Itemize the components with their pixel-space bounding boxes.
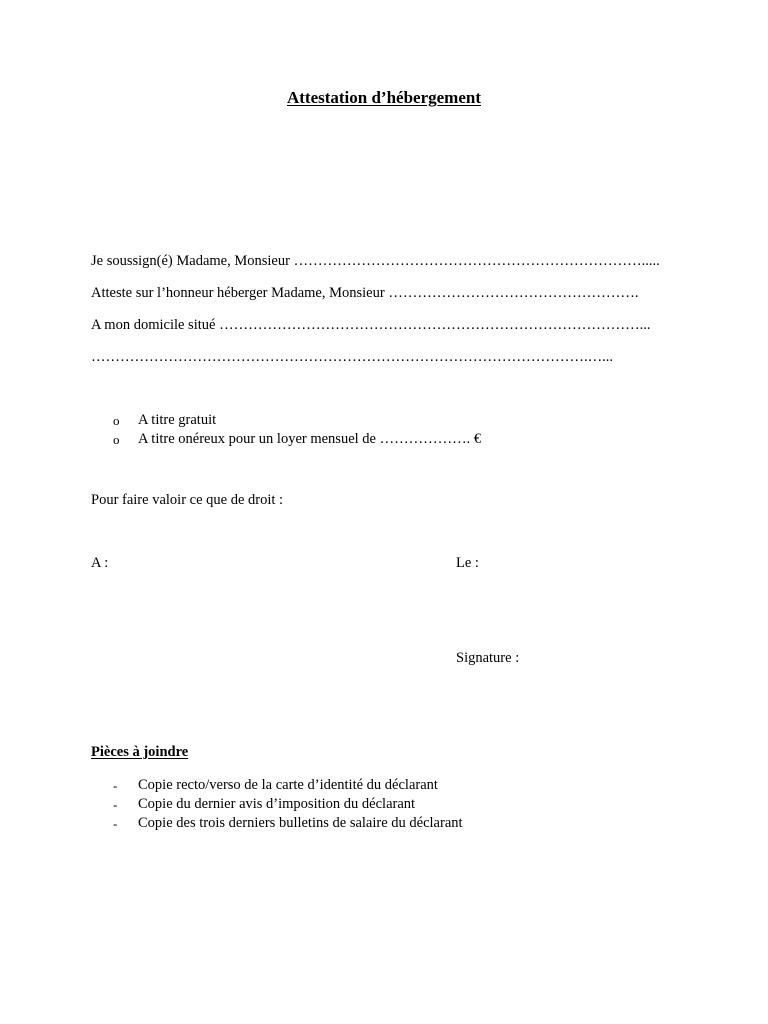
attachment-item-label: Copie du dernier avis d’imposition du déclarant: [138, 796, 416, 812]
hosted-person-fill-dots[interactable]: …………………………………………….: [388, 285, 639, 301]
declarant-line: [91, 253, 660, 270]
address-label: A mon domicile situé: [91, 317, 216, 333]
option-free[interactable]: [113, 411, 481, 430]
attachments-title: Pièces à joindre: [91, 744, 189, 760]
hosted-person-label: Atteste sur l’honneur héberger Madame, Monsieur: [91, 285, 385, 301]
attachments-list: [113, 776, 463, 833]
address-line: [91, 317, 650, 334]
attachment-bullet: -: [113, 816, 118, 831]
place-field[interactable]: A :: [91, 555, 109, 571]
address-fill-dots[interactable]: ……………………………………………………………………………...: [219, 317, 651, 333]
declarant-fill-dots[interactable]: ……………………………………………………………….....: [293, 253, 660, 269]
declarant-label: Je soussign(é) Madame, Monsieur: [91, 253, 290, 269]
option-bullet: o: [113, 432, 120, 447]
attachment-item: [113, 814, 463, 833]
document-title: Attestation d’hébergement: [286, 88, 482, 107]
option-paid-label: A titre onéreux pour un loyer mensuel de: [138, 431, 376, 447]
hosted-person-line: [91, 285, 638, 302]
attachment-bullet: -: [113, 797, 118, 812]
option-bullet: o: [113, 413, 120, 428]
euro-symbol: €: [473, 431, 482, 447]
rent-amount-dots[interactable]: ……………….: [379, 431, 471, 447]
attachment-item: [113, 795, 463, 814]
address-continuation-dots[interactable]: ………………………………………………………………………………………….…...: [91, 349, 613, 365]
attachment-item-label: Copie recto/verso de la carte d’identité du déclarant: [138, 777, 438, 793]
option-free-label: A titre gratuit: [138, 412, 217, 428]
hosting-options-list: [113, 411, 481, 449]
attachment-item-label: Copie des trois derniers bulletins de salaire du déclarant: [138, 815, 463, 831]
attachment-item: [113, 776, 463, 795]
address-continuation-line: [91, 349, 613, 366]
option-paid[interactable]: [113, 430, 481, 449]
date-field[interactable]: Le :: [456, 555, 479, 571]
attachment-bullet: -: [113, 778, 118, 793]
signature-field[interactable]: Signature :: [456, 650, 520, 666]
closing-statement: Pour faire valoir ce que de droit :: [91, 492, 284, 508]
